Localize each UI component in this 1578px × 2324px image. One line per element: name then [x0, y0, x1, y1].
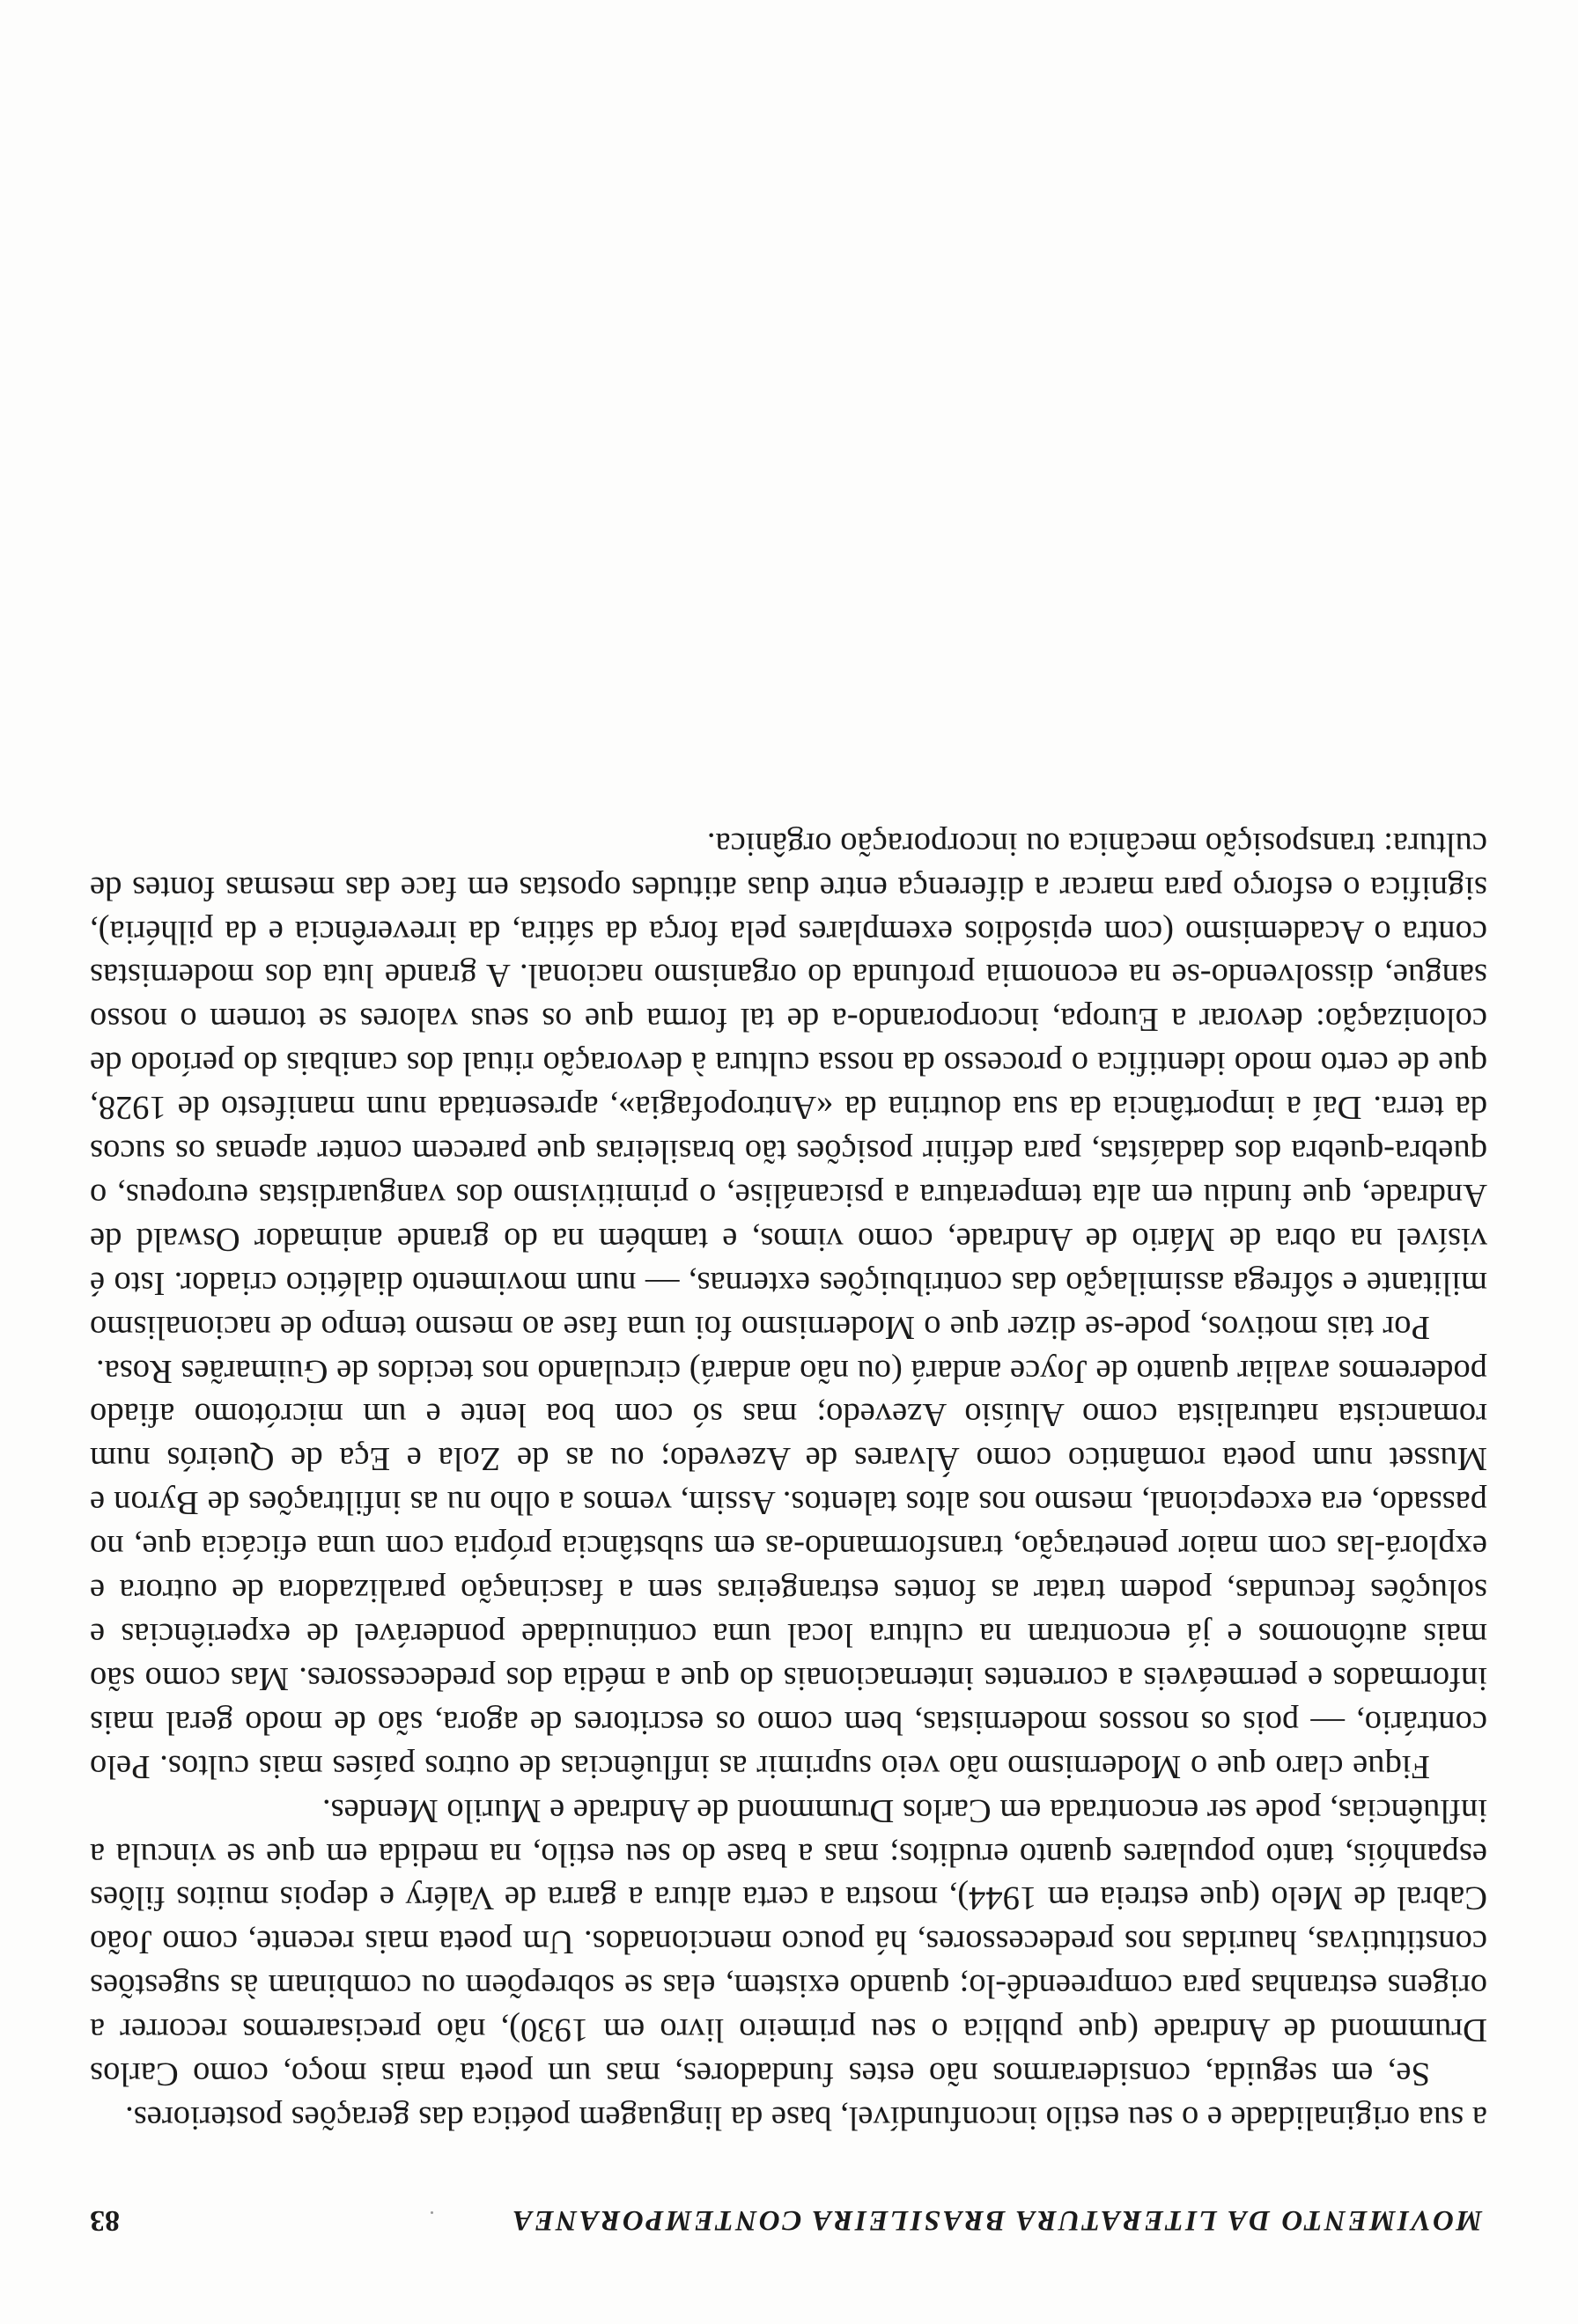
page-content [90, 821, 1487, 2238]
paragraph: Fique claro que o Modernismo não veio suprimir as influências de outros países mais cultos. Pelo contrário, — pois os nossos modernistas, bem como os escritores de agora, são de modo geral mais informados e permeáveis a correntes internacionais do que a média dos predecessores. Mas como são mais autônomos e já encontram na cultura local uma continuidade ponderável de experiências e soluções fecundas, podem tratar as fontes estrangeiras sem a fascinação paralizadora de outrora e explorá-las com maior penetração, transformando-as em substância própria com uma eficácia que, no passado, era excepcional, mesmo nos altos talentos. Assim, vemos a olho nu as infiltrações de Byron e Musset num poeta romântico como Álvares de Azevedo; ou as de Zola e Eça de Queirós num romancista naturalista como Aluísio Azevedo; mas só com boa lente e um micrótomo afiado poderemos avaliar quanto de Joyce andará (ou não andará) circulando nos tecidos de Guimarães Rosa. [90, 1352, 1487, 1785]
paragraph: Por tais motivos, pode-se dizer que o Modernismo foi uma fase ao mesmo tempo de nacionalismo militante e sôfrega assimilação das contribuições externas, — num movimento dialético criador. Isto é visível na obra de Mário de Andrade, como vimos, e também na do grande animador Oswald de Andrade, que fundiu em alta temperatura a psicanálise, o primitivismo dos vanguardistas europeus, o quebra-quebra dos dadaístas, para definir posições tão brasileiras que parecem conter apenas os sucos da terra. Daí a importância da sua doutrina da «Antropofagia», apresentada num manifesto de 1928, que de certo modo identifica o processo da nossa cultura à devoração ritual dos canibais do período de colonização: devorar a Europa, incorporando-a de tal forma que os seus valores se tornem o nosso sangue, dissolvendo-se na economia profunda do organismo nacional. A grande luta dos modernistas contra o Academismo (com episódios exemplares pela força da sátira, da irreverência e da pilhéria), significa o esforço para marcar a diferença entre duas atitudes opostas em face das mesmas fontes de cultura: transposição mecânica ou incorporação orgânica. [90, 825, 1487, 1346]
paragraph: a sua originalidade e o seu estilo inconfundível, base da linguagem poética das gerações posteriores. [125, 2100, 1487, 2136]
body-text [90, 821, 1487, 2139]
page-number: 83 [90, 2204, 120, 2237]
paragraph: Se, em seguida, considerarmos não estes fundadores, mas um poeta mais moço, como Carlos Drummond de Andrade (que publica o seu primeiro livro em 1930), não precisaremos recorrer a origens estranhas para compreendê-lo; quando existem, elas se sobrepõem ou combinam às sugestões constitutivas, hauridas nos predecessores, há pouco mencionados. Um poeta mais recente, como João Cabral de Melo (que estreia em 1944), mostra a certa altura a garra de Valéry e depois muitos filões espanhóis, tanto populares quanto eruditos; mas a base do seu estilo, na medida em que se vincula a influências, pode ser encontrada em Carlos Drummond de Andrade e Murilo Mendes. [90, 1791, 1487, 2093]
scan-speck [431, 2211, 433, 2214]
running-head [90, 2176, 1487, 2238]
running-title: MOVIMENTO DA LITERATURA BRASILEIRA CONTEMPORANEA [510, 2204, 1482, 2236]
